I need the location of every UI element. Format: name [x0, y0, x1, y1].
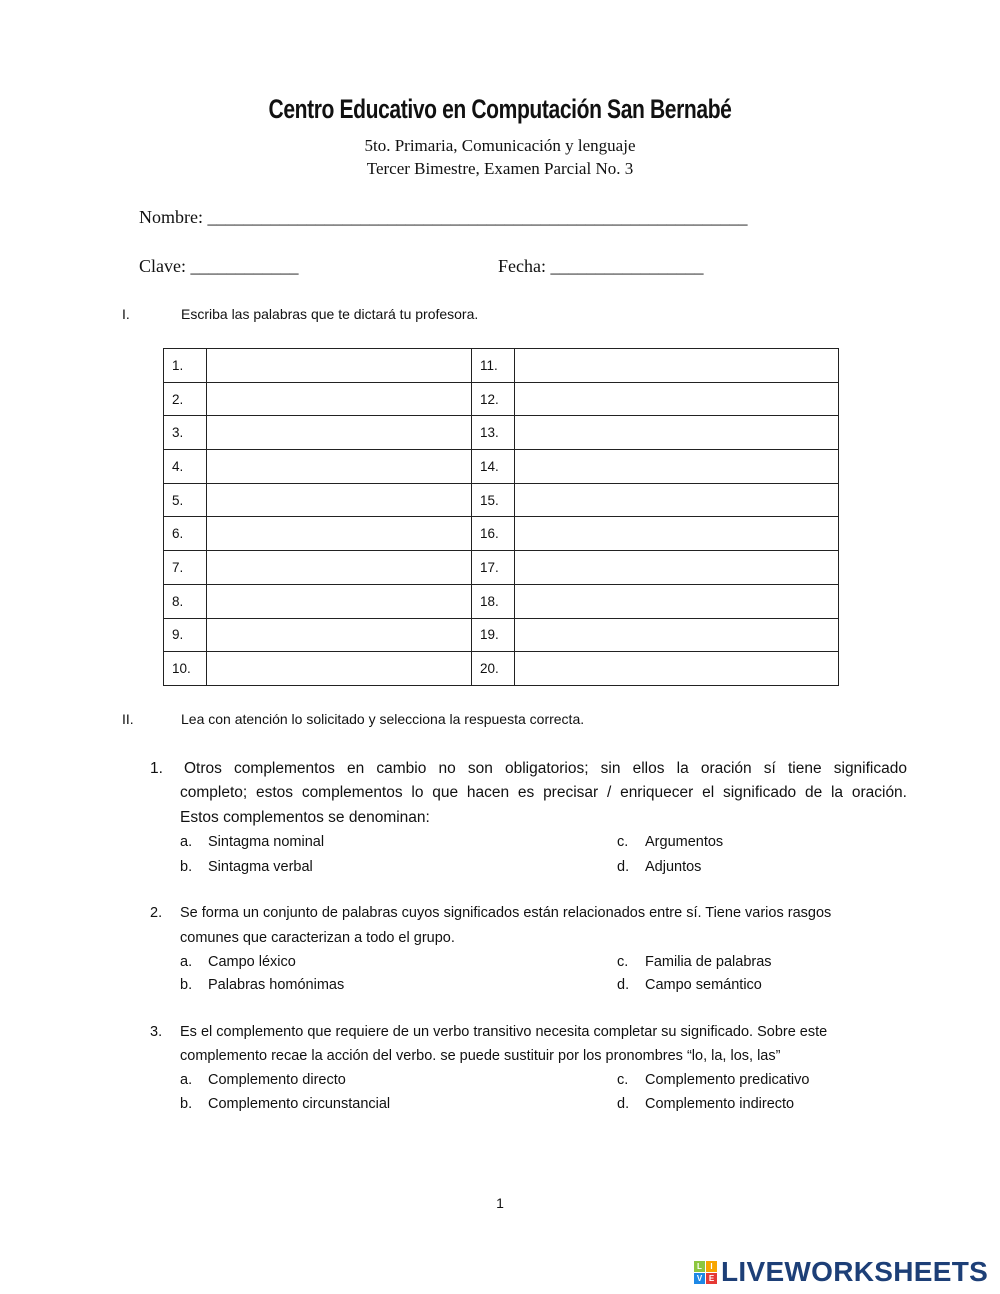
section-1-instruction: Escriba las palabras que te dictará tu profesora. [181, 306, 479, 322]
option-letter: a. [180, 1072, 193, 1088]
table-row [164, 584, 839, 618]
question-text: Estos complementos se denominan: [180, 809, 430, 826]
answer-cell[interactable] [207, 584, 472, 618]
nombre-field[interactable]: Nombre: ____________________________________________________________ [139, 207, 748, 227]
answer-cell[interactable] [207, 618, 472, 652]
row-number: 19. [472, 618, 515, 652]
page-number: 1 [496, 1195, 504, 1211]
answer-cell[interactable] [207, 450, 472, 484]
answer-cell[interactable] [515, 349, 839, 383]
option-letter: c. [617, 1072, 629, 1088]
section-2-number: II. [122, 711, 134, 727]
table-row [164, 618, 839, 652]
section-2-instruction: Lea con atención lo solicitado y selecciona la respuesta correcta. [181, 711, 585, 727]
answer-cell[interactable] [515, 483, 839, 517]
row-number: 5. [164, 483, 207, 517]
logo-icon [694, 1261, 717, 1284]
question-number: 3. [150, 1024, 163, 1040]
logo-letter: E [706, 1273, 717, 1284]
row-number: 2. [164, 382, 207, 416]
option-letter: b. [180, 859, 193, 875]
question-text: comunes que caracterizan a todo el grupo. [180, 930, 455, 946]
fecha-field[interactable]: Fecha: _________________ [498, 256, 704, 276]
liveworksheets-logo [694, 1256, 988, 1288]
table-row [164, 517, 839, 551]
answer-cell[interactable] [515, 382, 839, 416]
option-letter: b. [180, 1096, 193, 1112]
option-b[interactable]: Complemento circunstancial [208, 1096, 391, 1112]
answer-cell[interactable] [515, 416, 839, 450]
answer-cell[interactable] [515, 450, 839, 484]
row-number: 8. [164, 584, 207, 618]
row-number: 3. [164, 416, 207, 450]
option-a[interactable]: Campo léxico [208, 954, 296, 970]
row-number: 18. [472, 584, 515, 618]
option-d[interactable]: Adjuntos [645, 859, 702, 875]
logo-wordmark: LIVEWORKSHEETS [721, 1256, 989, 1287]
option-a[interactable]: Sintagma nominal [208, 834, 325, 850]
answer-cell[interactable] [207, 382, 472, 416]
row-number: 1. [164, 349, 207, 383]
option-c[interactable]: Complemento predicativo [645, 1072, 810, 1088]
option-letter: d. [617, 1096, 630, 1112]
table-row [164, 349, 839, 383]
answer-cell[interactable] [515, 584, 839, 618]
row-number: 13. [472, 416, 515, 450]
option-letter: a. [180, 954, 193, 970]
dictation-table [163, 348, 839, 686]
logo-letter: I [706, 1261, 717, 1272]
table-row [164, 450, 839, 484]
logo-letter: L [694, 1261, 705, 1272]
option-d[interactable]: Complemento indirecto [645, 1096, 795, 1112]
answer-cell[interactable] [207, 349, 472, 383]
option-letter: d. [617, 977, 630, 993]
row-number: 11. [472, 349, 515, 383]
row-number: 17. [472, 551, 515, 585]
row-number: 6. [164, 517, 207, 551]
answer-cell[interactable] [207, 517, 472, 551]
subtitle-course: 5to. Primaria, Comunicación y lenguaje [364, 136, 636, 155]
table-row [164, 483, 839, 517]
table-row [164, 551, 839, 585]
question-text: complemento recae la acción del verbo. se puede sustituir por los pronombres “lo, la, los, las” [180, 1048, 781, 1064]
option-a[interactable]: Complemento directo [208, 1072, 346, 1088]
question-text: Otros complementos en cambio no son obligatorios; sin ellos la oración sí tiene significado [184, 760, 907, 777]
answer-cell[interactable] [207, 483, 472, 517]
option-c[interactable]: Familia de palabras [645, 954, 772, 970]
question-number: 1. [150, 760, 163, 777]
row-number: 20. [472, 652, 515, 686]
question-text: completo; estos complementos lo que hacen es precisar / enriquecer el significado de la oración. [180, 784, 907, 801]
option-letter: a. [180, 834, 193, 850]
option-c[interactable]: Argumentos [645, 834, 724, 850]
row-number: 14. [472, 450, 515, 484]
logo-letter: V [694, 1273, 705, 1284]
answer-cell[interactable] [515, 652, 839, 686]
row-number: 10. [164, 652, 207, 686]
answer-cell[interactable] [515, 551, 839, 585]
option-b[interactable]: Palabras homónimas [208, 977, 345, 993]
row-number: 9. [164, 618, 207, 652]
answer-cell[interactable] [207, 416, 472, 450]
table-row [164, 416, 839, 450]
row-number: 16. [472, 517, 515, 551]
section-1-number: I. [122, 306, 130, 322]
table-row [164, 652, 839, 686]
row-number: 12. [472, 382, 515, 416]
clave-field[interactable]: Clave: ____________ [139, 256, 299, 276]
option-letter: c. [617, 834, 629, 850]
row-number: 15. [472, 483, 515, 517]
question-text: Se forma un conjunto de palabras cuyos significados están relacionados entre sí. Tiene varios rasgos [180, 905, 832, 921]
school-title: Centro Educativo en Computación San Bernabé [268, 94, 732, 124]
answer-cell[interactable] [207, 551, 472, 585]
option-letter: d. [617, 859, 630, 875]
question-text: Es el complemento que requiere de un verbo transitivo necesita completar su significado. Sobre este [180, 1024, 828, 1040]
answer-cell[interactable] [515, 618, 839, 652]
row-number: 7. [164, 551, 207, 585]
answer-cell[interactable] [207, 652, 472, 686]
option-b[interactable]: Sintagma verbal [208, 859, 313, 875]
table-row [164, 382, 839, 416]
option-d[interactable]: Campo semántico [645, 977, 762, 993]
answer-cell[interactable] [515, 517, 839, 551]
subtitle-exam: Tercer Bimestre, Examen Parcial No. 3 [366, 159, 634, 178]
question-number: 2. [150, 905, 163, 921]
option-letter: b. [180, 977, 193, 993]
row-number: 4. [164, 450, 207, 484]
option-letter: c. [617, 954, 629, 970]
